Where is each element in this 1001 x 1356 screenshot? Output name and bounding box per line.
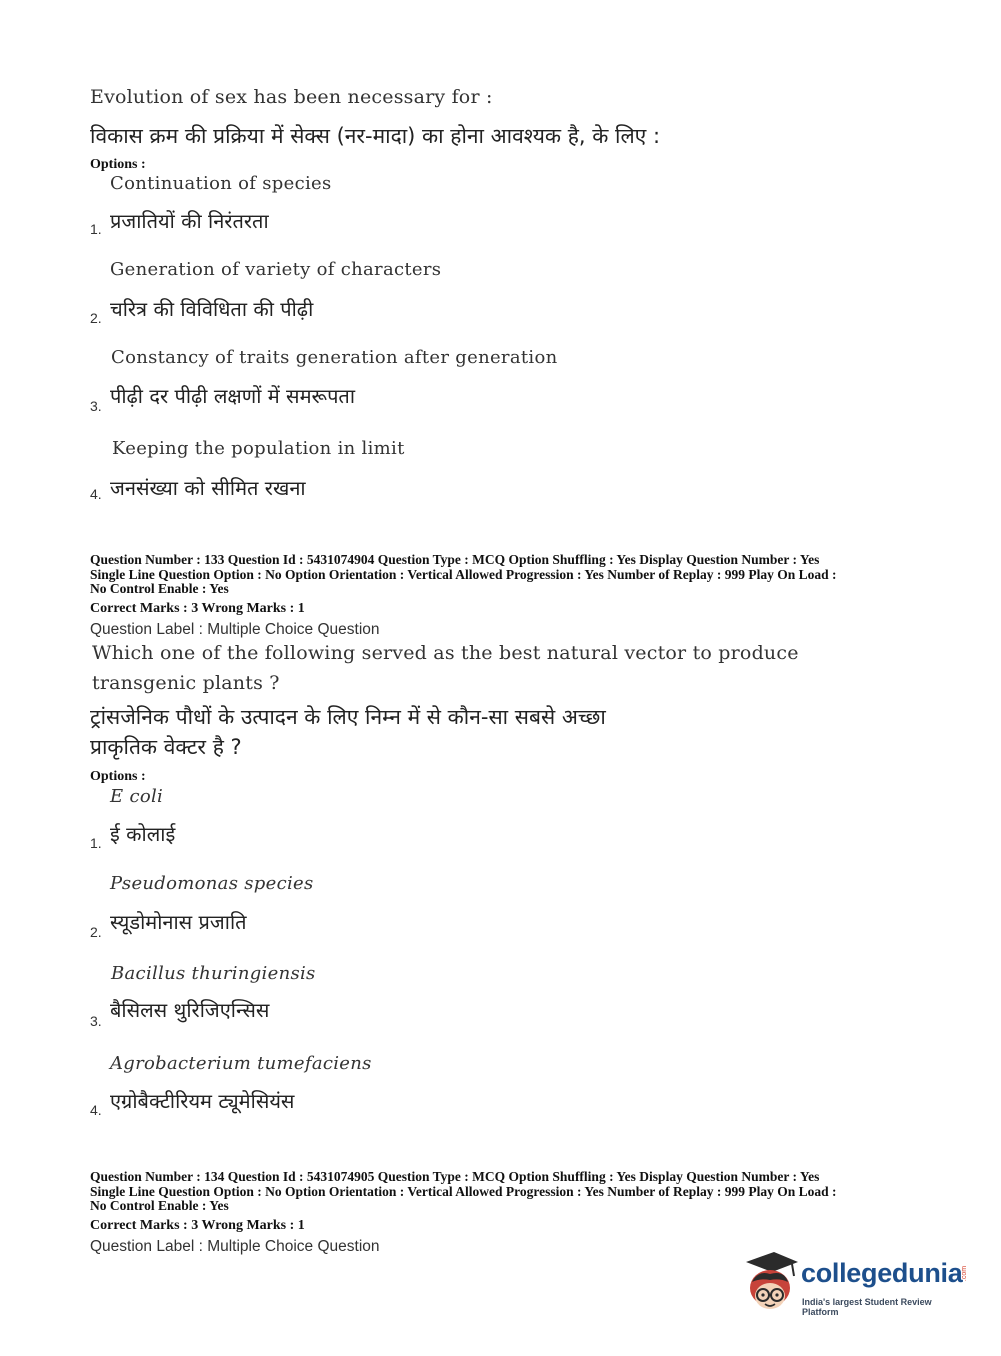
- mascot-icon: [740, 1252, 800, 1316]
- option-text-en: Continuation of species: [110, 173, 332, 194]
- q132-question-en: Evolution of sex has been necessary for :: [90, 86, 493, 108]
- option-text-en: Agrobacterium tumefaciens: [110, 1053, 372, 1074]
- option-number: 1.: [90, 835, 102, 851]
- q134-marks: Correct Marks : 3 Wrong Marks : 1: [90, 1218, 305, 1233]
- q134-meta-line-3: No Control Enable : Yes: [90, 1198, 229, 1213]
- q133-options-label: Options :: [90, 769, 146, 784]
- q132-options-label: Options :: [90, 157, 146, 172]
- q133-meta-line-3: No Control Enable : Yes: [90, 581, 229, 596]
- option-number: 2.: [90, 310, 102, 326]
- q133-marks: Correct Marks : 3 Wrong Marks : 1: [90, 601, 305, 616]
- option-text-hi: चरित्र की विविधिता की पीढ़ी: [110, 297, 314, 321]
- q133-question-hi-line-2: प्राकृतिक वेक्टर है ?: [90, 735, 242, 759]
- q133-question-en-line-1: Which one of the following served as the best natural vector to produce: [92, 642, 799, 664]
- q134-meta-line-2: Single Line Question Option : No Option Orientation : Vertical Allowed Progression : Yes Number of Replay : 999 Play On Load :: [90, 1183, 837, 1199]
- option-number: 3.: [90, 398, 102, 414]
- option-text-hi: जनसंख्या को सीमित रखना: [110, 476, 306, 500]
- q133-meta: [90, 553, 837, 597]
- option-text-en: Pseudomonas species: [110, 873, 314, 894]
- option-text-en: Keeping the population in limit: [112, 438, 405, 459]
- option-text-en: Bacillus thuringiensis: [111, 963, 316, 984]
- q133-meta-line-2: Single Line Question Option : No Option Orientation : Vertical Allowed Progression : Yes Number of Replay : 999 Play On Load :: [90, 566, 837, 582]
- option-text-en: E coli: [110, 786, 164, 807]
- option-number: 4.: [90, 1102, 102, 1118]
- option-text-hi: पीढ़ी दर पीढ़ी लक्षणों में समरूपता: [110, 384, 356, 408]
- option-text-en: Constancy of traits generation after generation: [111, 347, 558, 368]
- option-number: 2.: [90, 924, 102, 940]
- option-text-en: Generation of variety of characters: [110, 259, 442, 280]
- logo-suffix: .com: [961, 1265, 969, 1282]
- option-text-hi: बैसिलस थुरिजिएन्सिस: [110, 998, 270, 1022]
- option-number: 4.: [90, 486, 102, 502]
- q134-meta: [90, 1170, 837, 1214]
- q134-question-label: Question Label : Multiple Choice Question: [90, 1238, 380, 1255]
- option-number: 1.: [90, 221, 102, 237]
- collegedunia-logo[interactable]: [740, 1250, 970, 1320]
- option-text-hi: प्रजातियों की निरंतरता: [110, 209, 269, 233]
- logo-wordmark: collegedunia: [801, 1258, 963, 1288]
- q134-meta-line-1: Question Number : 134 Question Id : 5431074905 Question Type : MCQ Option Shuffling : Yes Display Question Number : Yes: [90, 1169, 820, 1184]
- option-text-hi: ई कोलाई: [110, 822, 176, 846]
- q133-question-en-line-2: transgenic plants ?: [92, 672, 280, 694]
- option-number: 3.: [90, 1013, 102, 1029]
- q133-question-label: Question Label : Multiple Choice Question: [90, 621, 380, 638]
- logo-tagline: India's largest Student Review Platform: [802, 1297, 932, 1317]
- option-text-hi: एग्रोबैक्टीरियम ट्यूमेसियंस: [110, 1089, 295, 1113]
- q133-question-hi-line-1: ट्रांसजेनिक पौधों के उत्पादन के लिए निम्न में से कौन-सा सबसे अच्छा: [90, 705, 606, 729]
- option-text-hi: स्यूडोमोनास प्रजाति: [110, 910, 247, 934]
- q133-meta-line-1: Question Number : 133 Question Id : 5431074904 Question Type : MCQ Option Shuffling : Yes Display Question Number : Yes: [90, 552, 820, 567]
- q132-question-hi: विकास क्रम की प्रक्रिया में सेक्स (नर-मादा) का होना आवश्यक है, के लिए :: [90, 124, 661, 148]
